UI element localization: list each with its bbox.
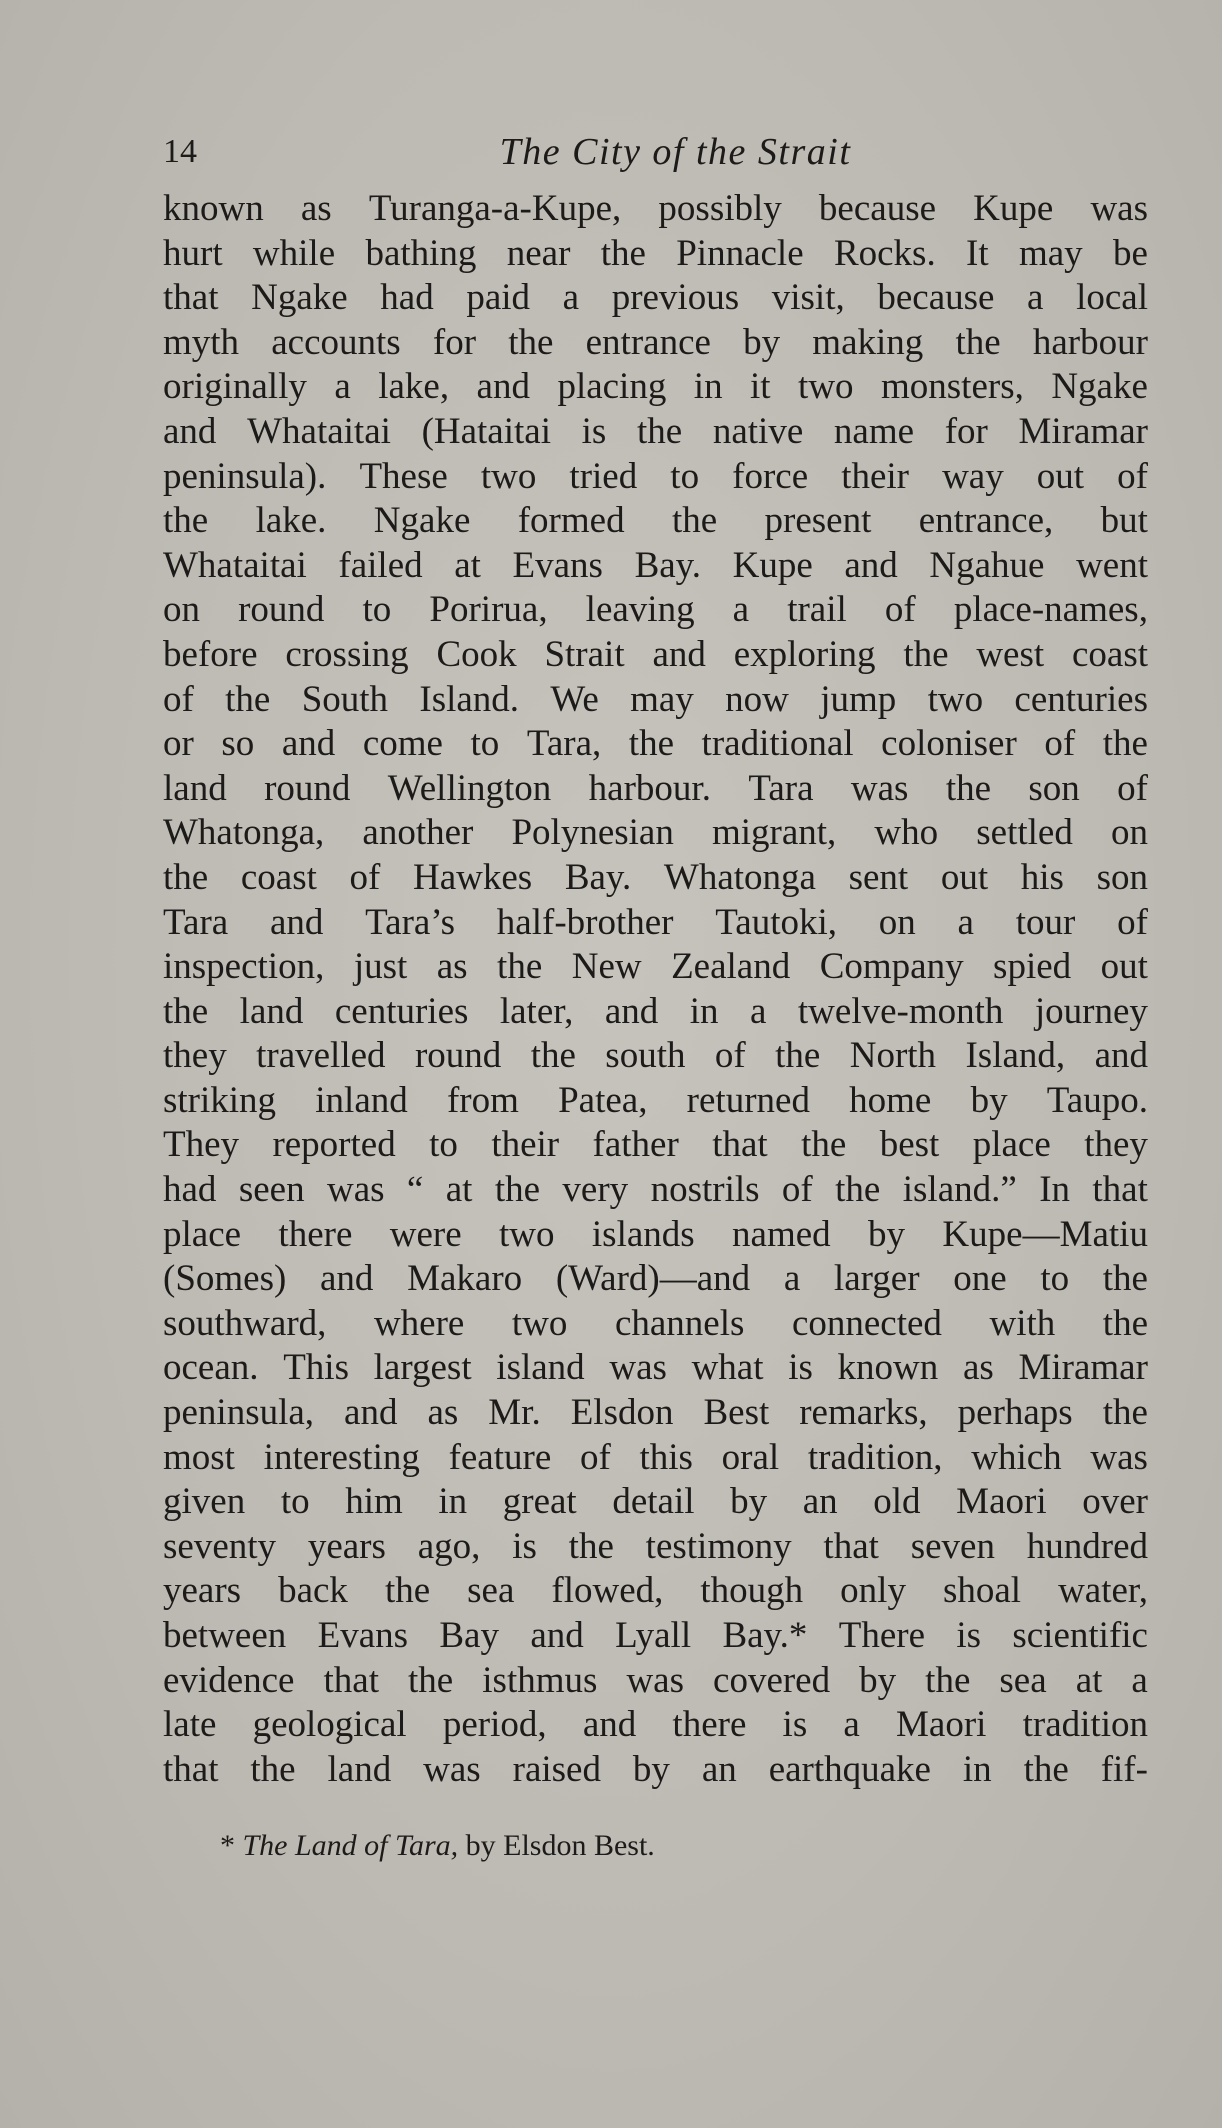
text-line: hurt while bathing near the Pinnacle Rocks. It may be <box>163 232 1148 274</box>
body-text <box>163 187 1148 1792</box>
text-line: before crossing Cook Strait and exploring the west coast <box>163 633 1148 675</box>
text-line: peninsula). These two tried to force their way out of <box>163 455 1148 497</box>
text-line: inspection, just as the New Zealand Company spied out <box>163 946 1148 988</box>
text-line: peninsula, and as Mr. Elsdon Best remarks, perhaps the <box>163 1392 1148 1434</box>
text-line: They reported to their father that the best place they <box>163 1124 1148 1166</box>
text-line: that the land was raised by an earthquake in the fif- <box>163 1748 1148 1790</box>
text-line: and Whataitai (Hataitai is the native name for Miramar <box>163 410 1148 452</box>
page-number: 14 <box>163 133 197 170</box>
text-line: myth accounts for the entrance by making the harbour <box>163 321 1148 363</box>
text-line: between Evans Bay and Lyall Bay.* There is scientific <box>163 1615 1148 1656</box>
footnote-marker: * <box>220 1829 235 1862</box>
text-line: on round to Porirua, leaving a trail of place-names, <box>163 589 1148 631</box>
text-line: or so and come to Tara, the traditional coloniser of the <box>163 723 1148 765</box>
text-line: originally a lake, and placing in it two monsters, Ngake <box>163 366 1148 408</box>
text-line: (Somes) and Makaro (Ward)—and a larger one to the <box>163 1258 1148 1300</box>
text-line: they travelled round the south of the North Island, and <box>163 1035 1148 1077</box>
text-line: Tara and Tara’s half-brother Tautoki, on a tour of <box>163 901 1148 943</box>
running-head <box>163 128 1148 176</box>
footnote-text: by Elsdon Best. <box>465 1829 655 1862</box>
running-title: The City of the Strait <box>499 131 852 173</box>
text-line: of the South Island. We may now jump two centuries <box>163 678 1148 720</box>
text-line: the land centuries later, and in a twelve-month journey <box>163 990 1148 1032</box>
text-line: southward, where two channels connected with the <box>163 1302 1148 1344</box>
text-line: years back the sea flowed, though only shoal water, <box>163 1570 1148 1612</box>
text-line: that Ngake had paid a previous visit, because a local <box>163 277 1148 319</box>
text-line: striking inland from Patea, returned home by Taupo. <box>163 1079 1148 1121</box>
text-line: most interesting feature of this oral tradition, which was <box>163 1436 1148 1478</box>
footnote <box>220 1826 655 1866</box>
text-line: given to him in great detail by an old Maori over <box>163 1481 1148 1523</box>
text-line: evidence that the isthmus was covered by the sea at a <box>163 1659 1148 1701</box>
text-line: known as Turanga-a-Kupe, possibly because Kupe was <box>163 188 1148 229</box>
text-line: the coast of Hawkes Bay. Whatonga sent out his son <box>163 856 1148 898</box>
text-line: ocean. This largest island was what is known as Miramar <box>163 1347 1148 1389</box>
text-line: late geological period, and there is a Maori tradition <box>163 1704 1148 1746</box>
text-line: had seen was “ at the very nostrils of the island.” In that <box>163 1169 1148 1211</box>
text-line: Whatonga, another Polynesian migrant, who settled on <box>163 812 1148 854</box>
text-line: Whataitai failed at Evans Bay. Kupe and Ngahue went <box>163 544 1148 586</box>
text-line: place there were two islands named by Kupe—Matiu <box>163 1213 1148 1255</box>
text-line: seventy years ago, is the testimony that seven hundred <box>163 1525 1148 1567</box>
footnote-book-title: The Land of Tara, <box>242 1829 459 1862</box>
text-line: the lake. Ngake formed the present entrance, but <box>163 500 1148 542</box>
text-line: land round Wellington harbour. Tara was the son of <box>163 767 1148 809</box>
